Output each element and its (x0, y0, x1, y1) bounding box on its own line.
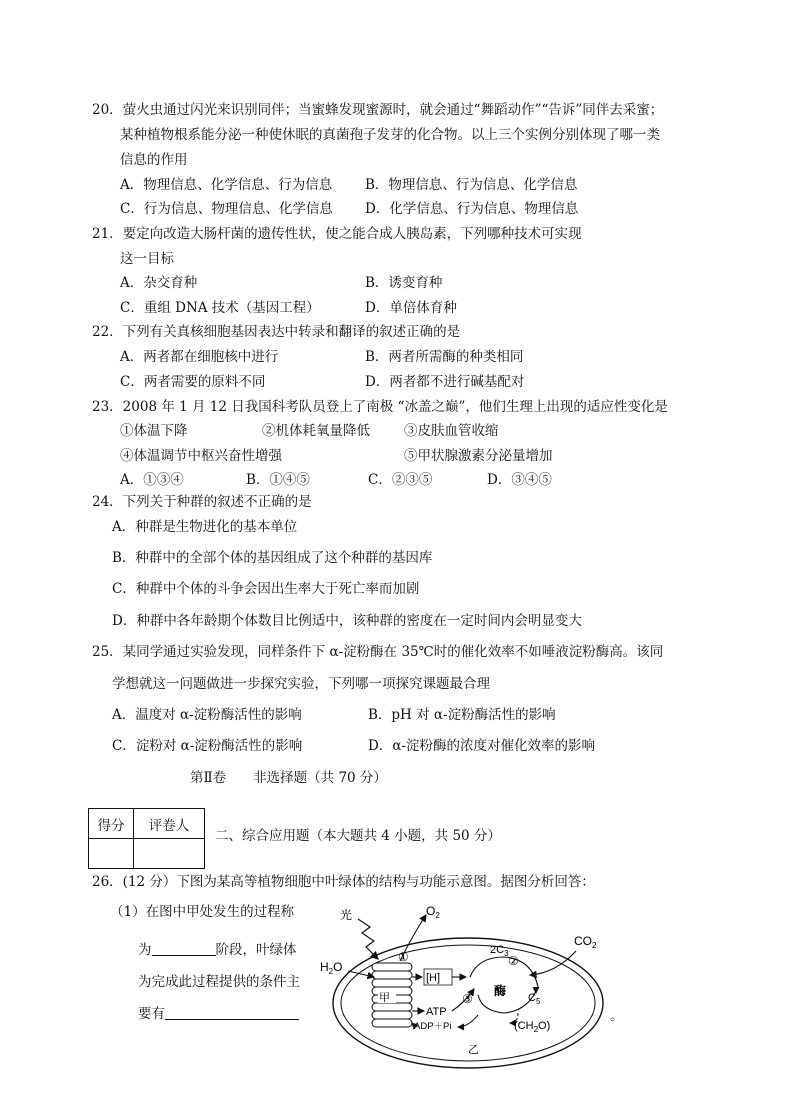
h2o-h: H (320, 960, 329, 974)
label-atp: ATP (426, 1006, 447, 1018)
q26-line1-prefix: 为 (138, 942, 152, 958)
c5-c: C (528, 992, 536, 1004)
q23-option-b: B．①④⑤ (246, 472, 310, 488)
score-header: 得分 (89, 809, 134, 839)
label-jia: 甲 (379, 992, 390, 1004)
q23-stem: 23．2008 年 1 月 12 日我国科考队员登上了南极 “冰盖之巅”，他们生理上出现的适应性变化是 (92, 399, 668, 415)
q25-option-d: D．α-淀粉酶的浓度对催化效率的影响 (368, 738, 596, 754)
q26-end-mark: 。 (610, 1008, 624, 1024)
label-enzyme: 酶 (494, 984, 507, 998)
q25-stem-2: 学想就这一问题做进一步探究实验，下列哪一项探究课题最合理 (112, 676, 490, 692)
q22-option-d: D．两者都不进行碱基配对 (365, 374, 525, 390)
q23-item-1: ①体温下降 (120, 423, 188, 439)
q23-item-5: ⑤甲状腺激素分泌量增加 (404, 448, 553, 464)
q21-stem-1: 21．要定向改造大肠杆菌的遗传性状，使之能合成人胰岛素，下列哪种技术可实现 (92, 226, 582, 242)
q24-option-a: A．种群是生物进化的基本单位 (112, 519, 298, 535)
label-ch2o (514, 1020, 550, 1034)
answer-blank-1[interactable] (152, 941, 216, 956)
q21-option-b: B．诱变育种 (365, 275, 443, 291)
q25-option-b: B．pH 对 α-淀粉酶活性的影响 (368, 707, 556, 723)
q22-option-a: A．两者都在细胞核中进行 (120, 349, 279, 365)
ch2o-close: O) (538, 1020, 551, 1032)
q25-option-c: C．淀粉对 α-淀粉酶活性的影响 (112, 738, 303, 754)
grader-cell[interactable] (134, 839, 205, 869)
q24-option-d: D．种群中各年龄期个体数目比例适中，该种群的密度在一定时间内会明显变大 (112, 613, 582, 629)
q23-option-a: A．①③④ (120, 472, 184, 488)
score-cell[interactable] (89, 839, 134, 869)
q26-sub1: （1）在图中甲处发生的过程称 (110, 904, 295, 920)
q26-line3 (138, 1005, 299, 1023)
label-process-1: ① (398, 950, 409, 964)
co2-co: CO (574, 934, 592, 948)
label-o2 (426, 904, 440, 920)
q22-option-c: C．两者需要的原料不同 (120, 374, 266, 390)
q25-option-a: A．温度对 α-淀粉酶活性的影响 (112, 707, 302, 723)
answer-blank-2[interactable] (165, 1005, 299, 1020)
q20-option-d: D．化学信息、行为信息、物理信息 (365, 201, 579, 217)
c5-sub: 5 (535, 997, 541, 1006)
c3-c: 2C (490, 944, 505, 956)
q23-item-2: ②机体耗氧量降低 (262, 423, 370, 439)
q26-line3-prefix: 要有 (138, 1006, 165, 1022)
label-light: 光 (340, 908, 353, 922)
q24-option-c: C．种群中个体的斗争会因出生率大于死亡率而加剧 (112, 581, 420, 597)
h2o-o: O (333, 960, 343, 974)
label-process-2: ② (508, 954, 519, 968)
part2-title: 第Ⅱ卷 非选择题（共 70 分） (190, 770, 387, 786)
section2-title: 二、综合应用题（本大题共 4 小题，共 50 分） (215, 828, 501, 844)
q26-stem: 26．(12 分）下图为某高等植物细胞中叶绿体的结构与功能示意图。据图分析回答： (92, 874, 595, 890)
label-co2 (574, 934, 597, 950)
q26-line1-suffix: 阶段，叶绿体 (215, 942, 297, 958)
q26-line1 (138, 941, 297, 959)
q23-item-3: ③皮肤血管收缩 (404, 423, 499, 439)
score-table (88, 808, 205, 869)
chloroplast-diagram (318, 903, 610, 1073)
c3-sub: 3 (504, 949, 509, 958)
label-process-3: ③ (462, 992, 473, 1006)
q21-option-a: A．杂交育种 (120, 275, 198, 291)
label-c5 (528, 992, 541, 1006)
q26-line2: 为完成此过程提供的条件主 (138, 974, 300, 990)
label-yi: 乙 (468, 1044, 479, 1056)
q20-option-c: C．行为信息、物理信息、化学信息 (120, 201, 333, 217)
light-arrow (358, 919, 378, 959)
q23-item-4: ④体温调节中枢兴奋性增强 (120, 448, 282, 464)
q21-stem-2: 这一目标 (120, 251, 174, 267)
q21-option-c: C．重组 DNA 技术（基因工程） (120, 300, 320, 316)
adp-return-arrow (458, 1015, 478, 1027)
q25-stem-1: 25．某同学通过实验发现，同样条件下 α-淀粉酶在 35℃时的催化效率不如唾液淀粉酶高。该同 (92, 644, 664, 660)
q20-stem-3: 信息的作用 (120, 152, 188, 168)
q24-stem: 24．下列关于种群的叙述不正确的是 (92, 494, 312, 510)
label-h2o (320, 960, 342, 976)
q20-stem-1: 20．萤火虫通过闪光来识别同伴；当蜜蜂发现蜜源时，就会通过“舞蹈动作”“告诉”同伴去采蜜； (92, 102, 664, 118)
ch2o-open: (CH (514, 1020, 534, 1032)
o2-sub: 2 (435, 911, 440, 920)
q22-stem: 22．下列有关真核细胞基因表达中转录和翻译的叙述正确的是 (92, 324, 461, 340)
q21-option-d: D．单倍体育种 (365, 300, 457, 316)
label-adp: ADP＋Pi (414, 1021, 452, 1032)
label-c3 (490, 944, 509, 958)
q23-option-c: C．②③⑤ (368, 472, 433, 488)
q22-option-b: B．两者所需酶的种类相同 (365, 349, 524, 365)
q20-stem-2: 某种植物根系能分泌一种使休眠的真菌孢子发芽的化合物。以上三个实例分别体现了哪一类 (120, 127, 660, 143)
q24-option-b: B．种群中的全部个体的基因组成了这个种群的基因库 (112, 550, 433, 566)
q20-option-b: B．物理信息、行为信息、化学信息 (365, 177, 578, 193)
ch2o-sub: 2 (533, 1025, 539, 1034)
co2-sub: 2 (592, 941, 597, 950)
label-h: [H] (426, 972, 441, 984)
h2o-sub: 2 (328, 967, 334, 976)
q20-option-a: A．物理信息、化学信息、行为信息 (120, 177, 333, 193)
grader-header: 评卷人 (134, 809, 205, 839)
o2-o: O (426, 904, 436, 918)
q23-option-d: D．③④⑤ (487, 472, 552, 488)
